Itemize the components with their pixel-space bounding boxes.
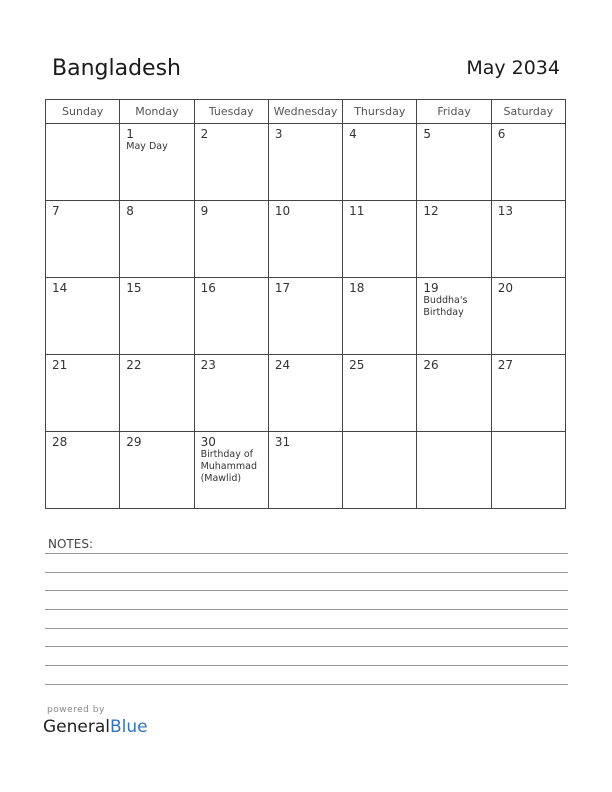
day-number: 24	[274, 358, 291, 372]
day-cell	[120, 432, 194, 509]
calendar-grid	[45, 99, 566, 509]
day-number: 9	[200, 204, 209, 218]
day-cell	[343, 355, 417, 432]
day-number: 28	[52, 435, 68, 449]
day-number: 22	[126, 358, 142, 372]
day-cell	[268, 355, 342, 432]
day-number: 16	[200, 281, 216, 295]
notes-line	[45, 684, 568, 685]
day-number: 29	[126, 435, 142, 449]
day-number: 30	[200, 435, 216, 449]
day-cell	[268, 201, 342, 278]
day-cell	[491, 124, 565, 201]
weekday-friday: Friday	[417, 100, 491, 124]
day-number: 31	[274, 435, 291, 449]
day-cell	[417, 278, 491, 355]
day-cell	[46, 432, 120, 509]
day-number: 12	[423, 204, 439, 218]
holiday-label: May Day	[126, 141, 168, 152]
day-cell	[491, 432, 565, 509]
month-year-title: May 2034	[466, 57, 560, 79]
day-cell	[120, 278, 194, 355]
day-number: 11	[349, 204, 365, 218]
notes-line	[45, 646, 568, 647]
day-cell	[268, 432, 342, 509]
week-row	[46, 432, 566, 509]
day-number: 10	[274, 204, 291, 218]
day-cell	[194, 432, 268, 509]
day-number: 17	[274, 281, 291, 295]
country-title: Bangladesh	[52, 56, 181, 81]
week-row	[46, 278, 566, 355]
logo-general: General	[43, 717, 110, 737]
day-cell	[46, 201, 120, 278]
weekday-header-row	[46, 100, 566, 124]
day-cell	[343, 201, 417, 278]
holiday-label: Buddha's Birthday	[423, 295, 468, 318]
day-cell	[194, 201, 268, 278]
day-number: 20	[497, 281, 513, 295]
day-number: 3	[274, 127, 283, 141]
logo-blue: Blue	[110, 717, 148, 737]
day-number: 5	[423, 127, 432, 141]
notes-label: NOTES:	[48, 537, 93, 551]
day-cell	[417, 355, 491, 432]
generalblue-logo[interactable]	[43, 717, 148, 737]
weekday-saturday: Saturday	[491, 100, 565, 124]
day-cell	[491, 355, 565, 432]
weekday-wednesday: Wednesday	[268, 100, 342, 124]
day-cell	[417, 124, 491, 201]
day-cell	[120, 201, 194, 278]
day-cell	[194, 278, 268, 355]
day-number: 1	[126, 127, 134, 141]
notes-line	[45, 590, 568, 591]
day-number: 15	[126, 281, 142, 295]
day-cell	[46, 355, 120, 432]
day-number: 21	[52, 358, 68, 372]
day-cell	[491, 201, 565, 278]
day-cell	[491, 278, 565, 355]
day-cell	[120, 355, 194, 432]
day-number: 23	[200, 358, 216, 372]
holiday-label: Birthday of Muhammad (Mawlid)	[200, 449, 257, 484]
weekday-monday: Monday	[120, 100, 194, 124]
day-number: 2	[200, 127, 209, 141]
notes-line	[45, 572, 568, 573]
day-cell	[46, 124, 120, 201]
day-number: 25	[349, 358, 365, 372]
day-cell	[343, 124, 417, 201]
notes-line	[45, 665, 568, 666]
day-cell	[268, 278, 342, 355]
day-number: 27	[497, 358, 513, 372]
day-number: 13	[497, 204, 513, 218]
day-number: 7	[52, 204, 60, 218]
day-cell	[194, 355, 268, 432]
day-number: 8	[126, 204, 134, 218]
day-cell	[46, 278, 120, 355]
weekday-sunday: Sunday	[46, 100, 120, 124]
day-cell	[417, 432, 491, 509]
day-cell	[343, 278, 417, 355]
day-number: 6	[497, 127, 506, 141]
notes-line	[45, 609, 568, 610]
day-cell	[417, 201, 491, 278]
notes-line	[45, 628, 568, 629]
day-number: 4	[349, 127, 357, 141]
notes-line	[45, 553, 568, 554]
week-row	[46, 355, 566, 432]
powered-by-text: powered by	[47, 705, 105, 715]
weekday-thursday: Thursday	[343, 100, 417, 124]
day-cell	[268, 124, 342, 201]
day-number: 14	[52, 281, 68, 295]
day-cell	[120, 124, 194, 201]
day-cell	[194, 124, 268, 201]
weekday-tuesday: Tuesday	[194, 100, 268, 124]
week-row	[46, 201, 566, 278]
day-number: 26	[423, 358, 439, 372]
day-number: 19	[423, 281, 439, 295]
week-row	[46, 124, 566, 201]
day-number: 18	[349, 281, 365, 295]
day-cell	[343, 432, 417, 509]
